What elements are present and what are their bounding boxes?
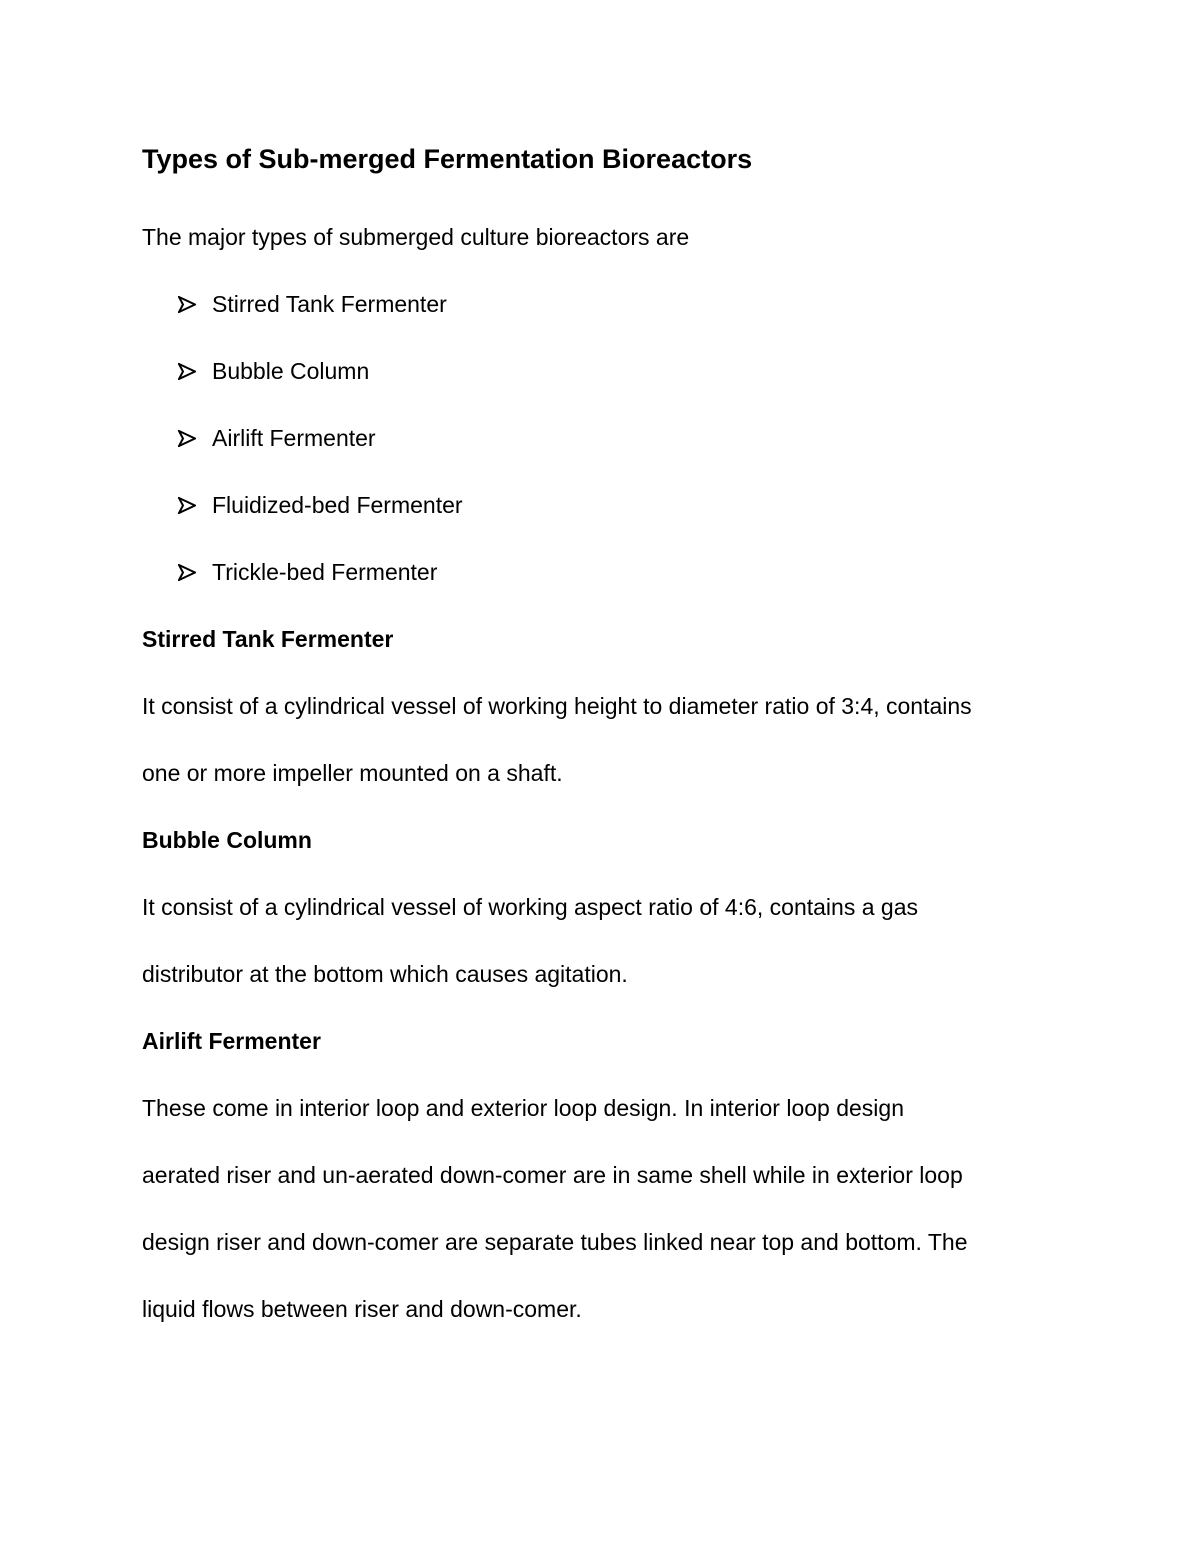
page-title: Types of Sub-merged Fermentation Bioreactors (142, 144, 753, 174)
arrow-bullet-icon (178, 289, 212, 319)
list-item (178, 490, 463, 520)
section-text-line: aerated riser and un-aerated down-comer are in same shell while in exterior loop (142, 1162, 963, 1188)
arrow-bullet-icon (178, 356, 212, 386)
section-text-line: These come in interior loop and exterior loop design. In interior loop design (142, 1095, 904, 1121)
list-item-label: Airlift Fermenter (212, 425, 376, 451)
section-heading-stirred-tank: Stirred Tank Fermenter (142, 626, 394, 652)
section-text-line: It consist of a cylindrical vessel of working aspect ratio of 4:6, contains a gas (142, 894, 918, 920)
arrow-bullet-icon (178, 423, 212, 453)
list-item-label: Bubble Column (212, 358, 370, 384)
list-item-label: Trickle-bed Fermenter (212, 559, 438, 585)
list-item (178, 423, 376, 453)
section-text-line: design riser and down-comer are separate tubes linked near top and bottom. The (142, 1229, 968, 1255)
list-item-label: Fluidized-bed Fermenter (212, 492, 463, 518)
section-text-line: It consist of a cylindrical vessel of working height to diameter ratio of 3:4, contains (142, 693, 972, 719)
list-item (178, 557, 437, 587)
list-item (178, 356, 369, 386)
list-item-label: Stirred Tank Fermenter (212, 291, 447, 317)
arrow-bullet-icon (178, 557, 212, 587)
section-text-line: liquid flows between riser and down-comer. (142, 1296, 582, 1322)
section-text-line: one or more impeller mounted on a shaft. (142, 760, 563, 786)
section-heading-bubble-column: Bubble Column (142, 827, 312, 853)
section-text-line: distributor at the bottom which causes agitation. (142, 961, 628, 987)
arrow-bullet-icon (178, 490, 212, 520)
intro-text: The major types of submerged culture bioreactors are (142, 224, 690, 250)
list-item (178, 289, 447, 319)
section-heading-airlift: Airlift Fermenter (142, 1028, 321, 1054)
